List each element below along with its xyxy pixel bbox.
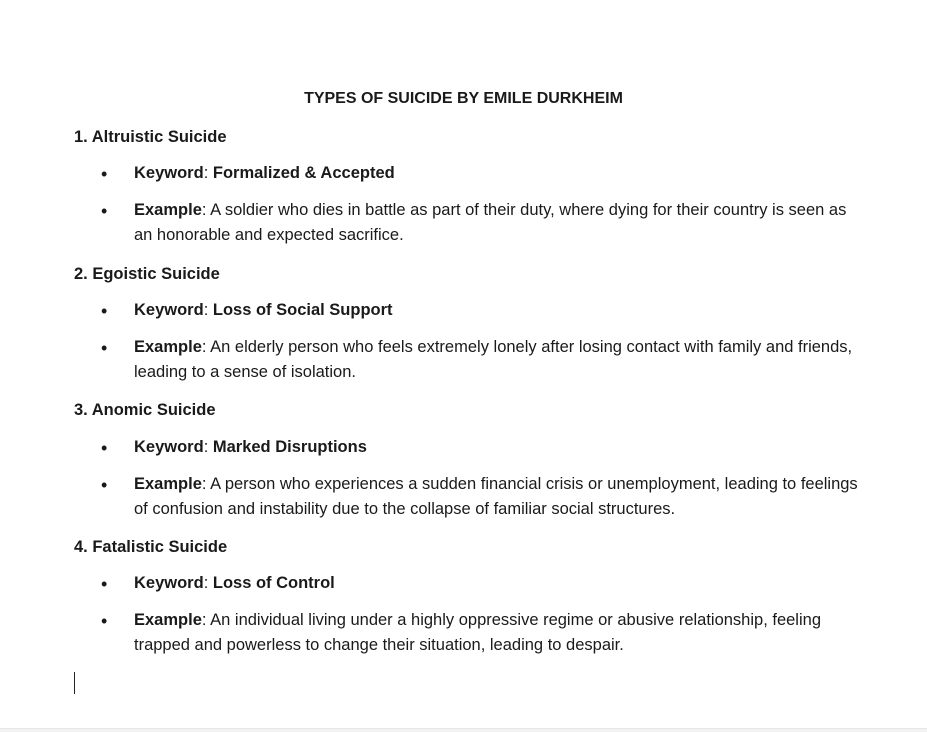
example-item: Example: An individual living under a highly oppressive regime or abusive relationship, feeling trapped and powerless to change their situation, leading to despair. — [134, 611, 821, 654]
example-text: A soldier who dies in battle as part of their duty, where dying for their country is seen as an honorable and expected sacrifice. — [134, 201, 847, 244]
bullet-marker: • — [101, 164, 108, 184]
document-title: TYPES OF SUICIDE BY EMILE DURKHEIM — [304, 90, 623, 107]
example-text: An individual living under a highly oppressive regime or abusive relationship, feeling trapped and powerless to change their situation, leading to despair. — [134, 611, 821, 654]
example-text: An elderly person who feels extremely lonely after losing contact with family and friends, leading to a sense of isolation. — [134, 338, 853, 381]
keyword-value: Loss of Control — [212, 574, 335, 592]
keyword-item: Keyword: Marked Disruptions — [134, 438, 367, 456]
section-heading-fatalistic: 4. Fatalistic Suicide — [74, 538, 228, 556]
example-label: Example — [134, 338, 202, 356]
section-heading-altruistic: 1. Altruistic Suicide — [74, 128, 227, 146]
bullet-marker: • — [101, 438, 108, 458]
example-text: A person who experiences a sudden financial crisis or unemployment, leading to feelings of confusion and instability due to the collapse of familiar social structures. — [134, 475, 858, 518]
example-label: Example — [134, 201, 202, 219]
bullet-marker: • — [101, 574, 108, 594]
keyword-item: Keyword: Loss of Social Support — [134, 301, 393, 319]
example-label: Example — [134, 475, 202, 493]
keyword-item: Keyword: Formalized & Accepted — [134, 164, 395, 182]
bullet-marker: • — [101, 201, 108, 221]
keyword-value: Loss of Social Support — [212, 301, 393, 319]
example-label: Example — [134, 611, 202, 629]
keyword-value: Marked Disruptions — [212, 438, 367, 456]
keyword-label: Keyword — [134, 438, 204, 456]
section-heading-anomic: 3. Anomic Suicide — [74, 401, 216, 419]
bullet-marker: • — [101, 475, 108, 495]
example-item: Example: An elderly person who feels extremely lonely after losing contact with family and friends, leading to a sense of isolation. — [134, 338, 853, 381]
keyword-value: Formalized & Accepted — [212, 164, 395, 182]
keyword-label: Keyword — [134, 574, 204, 592]
example-item: Example: A soldier who dies in battle as part of their duty, where dying for their country is seen as an honorable and expected sacrifice. — [134, 201, 847, 244]
bullet-marker: • — [101, 301, 108, 321]
page-bottom-edge — [0, 728, 927, 732]
keyword-label: Keyword — [134, 164, 204, 182]
bullet-marker: • — [101, 338, 108, 358]
text-cursor[interactable] — [74, 672, 75, 694]
section-heading-egoistic: 2. Egoistic Suicide — [74, 265, 220, 283]
keyword-label: Keyword — [134, 301, 204, 319]
bullet-marker: • — [101, 611, 108, 631]
example-item: Example: A person who experiences a sudden financial crisis or unemployment, leading to feelings of confusion and instability due to the collapse of familiar social structures. — [134, 475, 858, 518]
keyword-item: Keyword: Loss of Control — [134, 574, 335, 592]
